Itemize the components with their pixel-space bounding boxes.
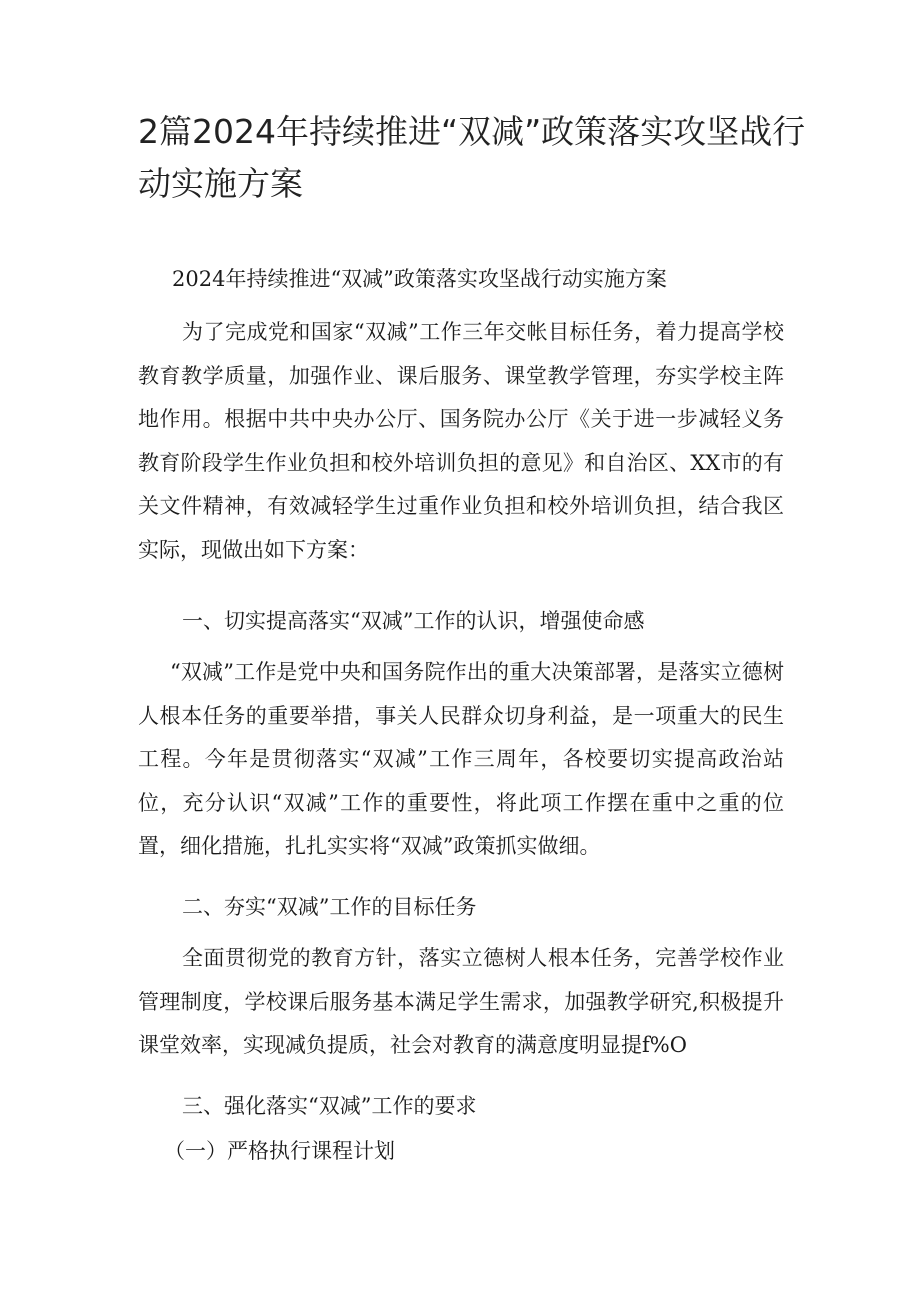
intro-paragraph: 为了完成党和国家“双减”工作三年交帐目标任务，着力提高学校教育教学质量，加强作业、课后服务、课堂教学管理，夯实学校主阵地作用。根据中共中央办公厅、国务院办公厅《关于进一步减轻义务教育阶段学生作业负担和校外培训负担的意见》和自治区、XX市的有关文件精神，有效减轻学生过重作业负担和校外培训负担，结合我区实际，现做出如下方案： <box>138 320 784 562</box>
section-heading-1: 一、切实提高落实“双减”工作的认识，增强使命感 <box>182 609 645 633</box>
document-subtitle: 2024年持续推进“双减”政策落实攻坚战行动实施方案 <box>172 267 667 291</box>
section-heading-2: 二、夯实“双减”工作的目标任务 <box>182 895 477 919</box>
section-heading-3: 三、强化落实“双减”工作的要求 <box>182 1094 477 1118</box>
section-1-paragraph: “双减”工作是党中央和国务院作出的重大决策部署，是落实立德树人根本任务的重要举措，事关人民群众切身利益，是一项重大的民生工程。今年是贯彻落实“双减”工作三周年，各校要切实提高政治站位，充分认识“双减”工作的重要性，将此项工作摆在重中之重的位置，细化措施，扎扎实实将“双减”政策抓实做细。 <box>138 660 784 858</box>
subsection-heading-1: （一）严格执行课程计划 <box>164 1139 395 1163</box>
document-title: 2篇2024年持续推进“双减”政策落实攻坚战行动实施方案 <box>138 112 806 203</box>
section-2-paragraph: 全面贯彻党的教育方针，落实立德树人根本任务，完善学校作业管理制度，学校课后服务基本满足学生需求，加强教学研究,积极提升课堂效率，实现减负提质，社会对教育的满意度明显提f%O <box>138 946 784 1057</box>
